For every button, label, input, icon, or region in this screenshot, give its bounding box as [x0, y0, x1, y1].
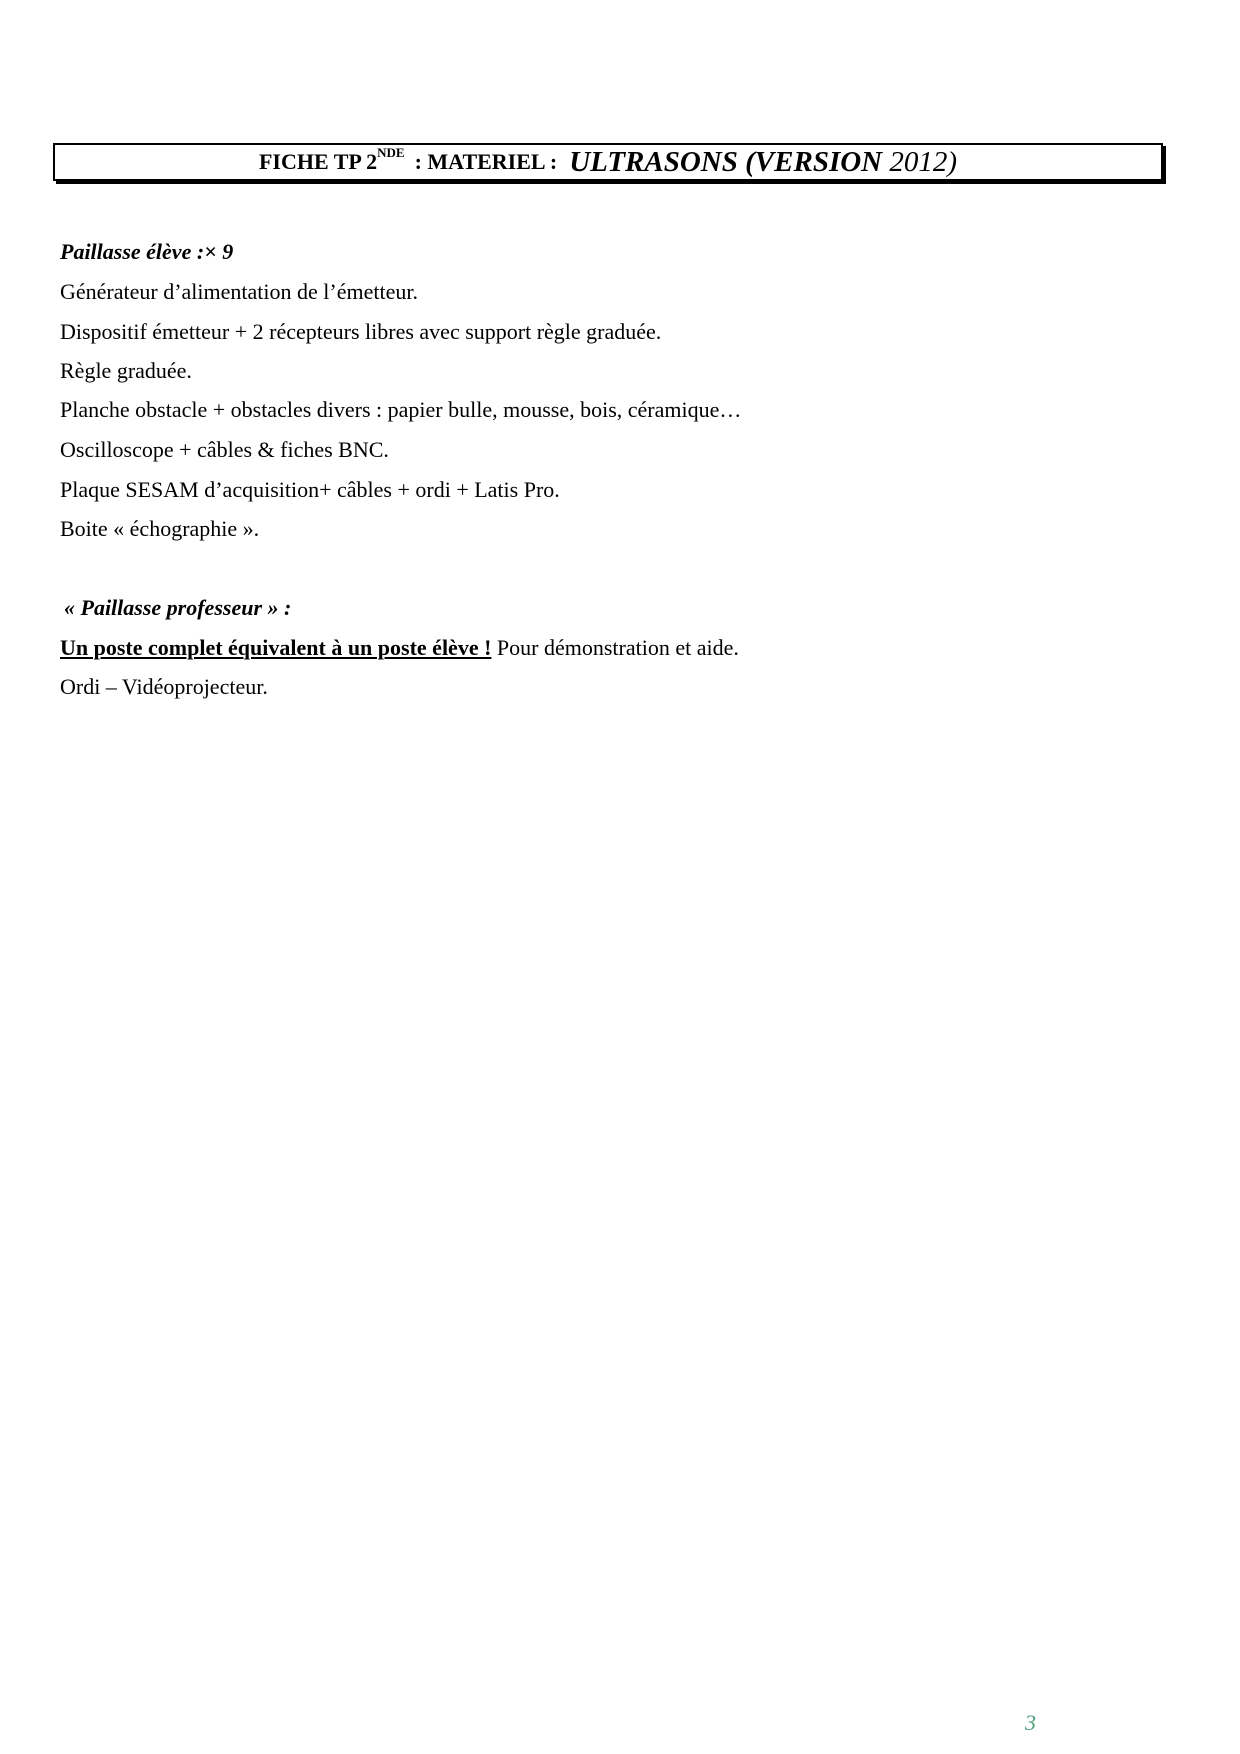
page-number: 3 [1025, 1710, 1036, 1735]
eleve-item-2: Dispositif émetteur + 2 récepteurs libres avec support règle graduée. [60, 319, 662, 344]
professeur-emphasis-rest: Pour démonstration et aide. [491, 635, 739, 660]
title-box [53, 143, 1163, 181]
section-professeur-heading: « Paillasse professeur » : [64, 595, 292, 620]
eleve-item-3: Règle graduée. [60, 358, 192, 383]
title-prefix: FICHE TP 2 [258, 149, 378, 174]
title-superscript: NDE [377, 145, 405, 160]
eleve-item-5: Oscilloscope + câbles & fiches BNC. [60, 437, 389, 462]
title-middle: : MATERIEL : [414, 149, 558, 174]
title-main-year: 2012) [889, 145, 958, 178]
professeur-line-1 [60, 634, 739, 662]
section-eleve-heading: Paillasse élève :× 9 [60, 239, 234, 264]
professeur-emphasis: Un poste complet équivalent à un poste élève ! [60, 635, 492, 660]
title-main [569, 146, 957, 179]
eleve-item-1: Générateur d’alimentation de l’émetteur. [60, 279, 418, 304]
professeur-line-2: Ordi – Vidéoprojecteur. [60, 674, 268, 699]
eleve-item-7: Boite « échographie ». [60, 516, 260, 541]
eleve-item-6: Plaque SESAM d’acquisition+ câbles + ordi + Latis Pro. [60, 477, 560, 502]
eleve-item-4: Planche obstacle + obstacles divers : papier bulle, mousse, bois, céramique… [60, 397, 742, 422]
title-main-bold: ULTRASONS (VERSION [569, 145, 883, 178]
